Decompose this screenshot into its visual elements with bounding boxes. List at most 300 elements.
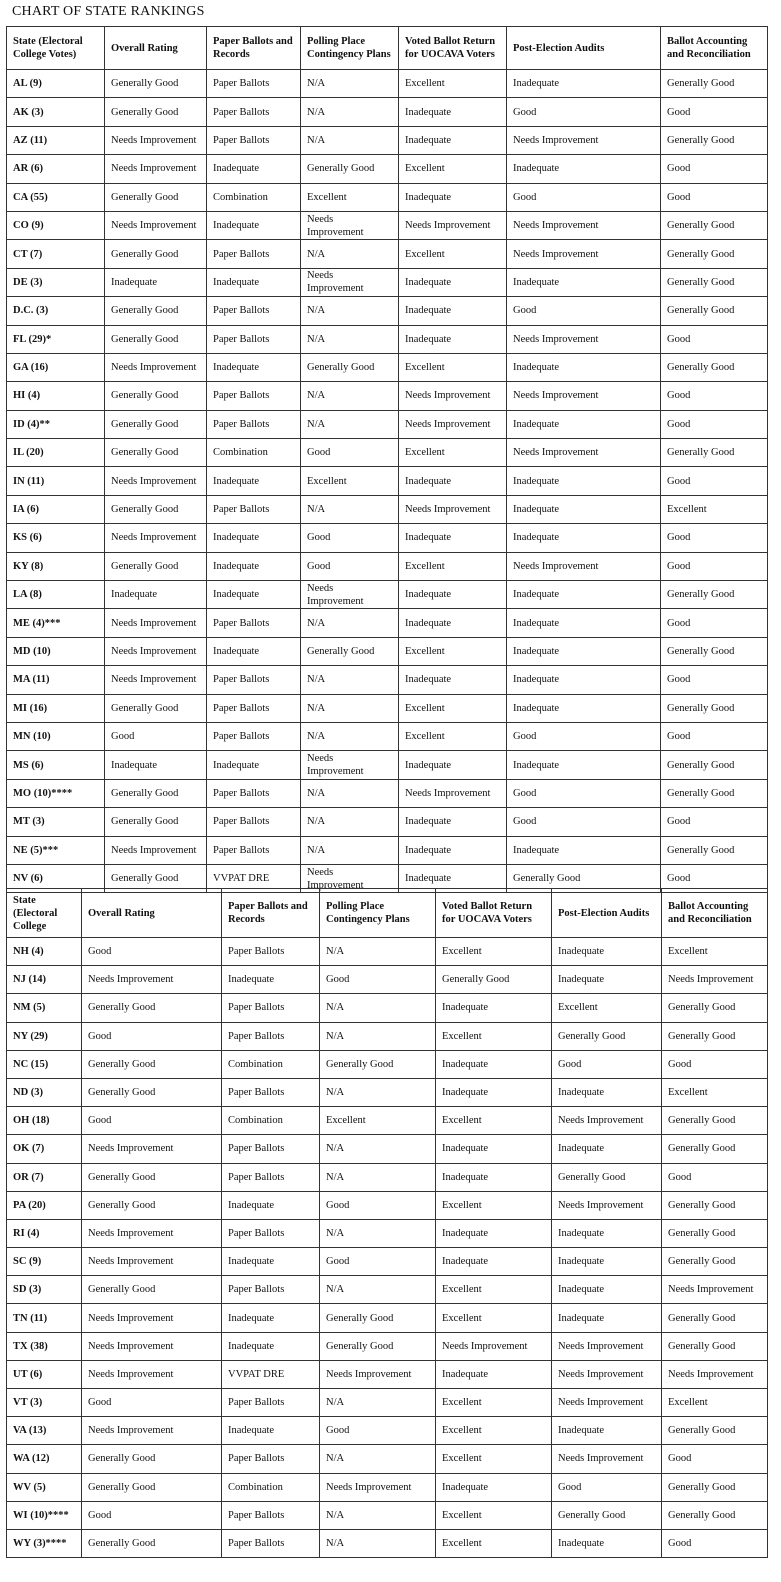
rating-cell: Good: [320, 966, 436, 994]
rating-cell: Needs Improvement: [105, 126, 207, 154]
rating-cell: Good: [301, 439, 399, 467]
rating-cell: Inadequate: [207, 467, 301, 495]
rating-cell: Good: [661, 808, 768, 836]
rating-cell: Good: [661, 467, 768, 495]
rating-cell: N/A: [320, 1163, 436, 1191]
table-row: [7, 1135, 768, 1163]
rating-cell: Generally Good: [82, 1078, 222, 1106]
rating-cell: Needs Improvement: [82, 1219, 222, 1247]
rating-cell: Good: [507, 808, 661, 836]
rating-cell: Generally Good: [662, 1304, 768, 1332]
rating-cell: Inadequate: [552, 1417, 662, 1445]
state-cell: OR (7): [7, 1163, 82, 1191]
rating-cell: Paper Ballots: [222, 1389, 320, 1417]
rating-cell: Generally Good: [661, 211, 768, 239]
rating-cell: Excellent: [399, 552, 507, 580]
rating-cell: Inadequate: [399, 126, 507, 154]
rating-cell: Good: [82, 1022, 222, 1050]
column-header: Post-Election Audits: [507, 27, 661, 70]
rating-cell: Good: [82, 1107, 222, 1135]
column-header: State (Electoral College Votes): [7, 27, 105, 70]
rating-cell: Good: [662, 1529, 768, 1557]
rating-cell: Needs Improvement: [301, 751, 399, 779]
rating-cell: Excellent: [399, 637, 507, 665]
rating-cell: Good: [661, 98, 768, 126]
table-row: [7, 1501, 768, 1529]
rating-cell: Inadequate: [552, 938, 662, 966]
rating-cell: Generally Good: [82, 994, 222, 1022]
rating-cell: Combination: [222, 1107, 320, 1135]
rating-cell: Inadequate: [207, 524, 301, 552]
table-header-row: [7, 889, 768, 938]
rating-cell: Excellent: [662, 1078, 768, 1106]
rating-cell: Generally Good: [105, 297, 207, 325]
column-header: Paper Ballots and Records: [207, 27, 301, 70]
state-cell: VT (3): [7, 1389, 82, 1417]
table-row: [7, 779, 768, 807]
rating-cell: Needs Improvement: [399, 410, 507, 438]
rating-cell: N/A: [301, 98, 399, 126]
rating-cell: Needs Improvement: [301, 864, 399, 892]
rating-cell: N/A: [301, 836, 399, 864]
rating-cell: Generally Good: [105, 495, 207, 523]
rating-cell: Paper Ballots: [222, 1276, 320, 1304]
page-title: CHART OF STATE RANKINGS: [12, 4, 205, 19]
state-cell: KS (6): [7, 524, 105, 552]
rating-cell: Excellent: [436, 938, 552, 966]
column-header: Polling Place Contingency Plans: [301, 27, 399, 70]
rating-cell: Generally Good: [320, 1332, 436, 1360]
rating-cell: Generally Good: [661, 240, 768, 268]
rating-cell: Generally Good: [105, 694, 207, 722]
rating-cell: Generally Good: [661, 694, 768, 722]
table-row: [7, 1022, 768, 1050]
state-cell: IA (6): [7, 495, 105, 523]
rating-cell: Paper Ballots: [222, 1078, 320, 1106]
rating-cell: Inadequate: [436, 1050, 552, 1078]
rating-cell: Good: [661, 864, 768, 892]
rating-cell: Good: [552, 1050, 662, 1078]
rating-cell: Needs Improvement: [507, 439, 661, 467]
rating-cell: Inadequate: [552, 1276, 662, 1304]
table-row: [7, 609, 768, 637]
rating-cell: Excellent: [436, 1022, 552, 1050]
rating-cell: Generally Good: [105, 70, 207, 98]
rating-cell: Combination: [207, 439, 301, 467]
column-header: Ballot Accounting and Reconciliation: [661, 27, 768, 70]
rating-cell: Inadequate: [507, 637, 661, 665]
state-cell: NM (5): [7, 994, 82, 1022]
rating-cell: Inadequate: [436, 1248, 552, 1276]
rating-cell: Paper Ballots: [222, 1022, 320, 1050]
state-cell: AK (3): [7, 98, 105, 126]
rating-cell: Inadequate: [507, 268, 661, 296]
rating-cell: Inadequate: [399, 864, 507, 892]
rating-cell: Needs Improvement: [552, 1445, 662, 1473]
rating-cell: N/A: [320, 1135, 436, 1163]
table-row: [7, 1248, 768, 1276]
state-cell: MO (10)****: [7, 779, 105, 807]
rating-cell: Good: [82, 938, 222, 966]
rating-cell: Inadequate: [105, 581, 207, 609]
table-row: [7, 1078, 768, 1106]
rating-cell: Inadequate: [436, 1078, 552, 1106]
rating-cell: Inadequate: [399, 751, 507, 779]
rating-cell: Needs Improvement: [82, 1332, 222, 1360]
rating-cell: N/A: [320, 994, 436, 1022]
rating-cell: Needs Improvement: [507, 325, 661, 353]
rating-cell: Paper Ballots: [222, 1135, 320, 1163]
rating-cell: Good: [507, 183, 661, 211]
rating-cell: Generally Good: [105, 98, 207, 126]
rating-cell: Needs Improvement: [105, 609, 207, 637]
table-row: [7, 467, 768, 495]
rating-cell: Paper Ballots: [207, 722, 301, 750]
table-row: [7, 1417, 768, 1445]
state-cell: NE (5)***: [7, 836, 105, 864]
rating-cell: Generally Good: [301, 353, 399, 381]
table-row: [7, 70, 768, 98]
rating-cell: Good: [320, 1191, 436, 1219]
rating-cell: Paper Ballots: [207, 297, 301, 325]
rating-cell: Needs Improvement: [552, 1332, 662, 1360]
rating-cell: Generally Good: [301, 637, 399, 665]
state-cell: WA (12): [7, 1445, 82, 1473]
rating-cell: Good: [105, 722, 207, 750]
rating-cell: Inadequate: [399, 325, 507, 353]
rating-cell: Inadequate: [207, 637, 301, 665]
rating-cell: Inadequate: [507, 751, 661, 779]
rating-cell: Needs Improvement: [82, 1248, 222, 1276]
rating-cell: Needs Improvement: [399, 779, 507, 807]
column-header: Ballot Accounting and Reconciliation: [662, 889, 768, 938]
rating-cell: Needs Improvement: [301, 268, 399, 296]
rating-cell: Needs Improvement: [399, 211, 507, 239]
state-cell: AR (6): [7, 155, 105, 183]
rating-cell: Generally Good: [661, 751, 768, 779]
rating-cell: Paper Ballots: [207, 495, 301, 523]
table-row: [7, 240, 768, 268]
rating-cell: Needs Improvement: [662, 966, 768, 994]
rating-cell: Needs Improvement: [82, 966, 222, 994]
rating-cell: Generally Good: [436, 966, 552, 994]
rating-cell: Paper Ballots: [207, 325, 301, 353]
rating-cell: Inadequate: [436, 1219, 552, 1247]
table-row: [7, 524, 768, 552]
rating-cell: Inadequate: [507, 836, 661, 864]
rating-cell: Generally Good: [105, 240, 207, 268]
table-row: [7, 552, 768, 580]
rating-cell: Generally Good: [661, 637, 768, 665]
rating-cell: Inadequate: [207, 155, 301, 183]
rating-cell: N/A: [301, 694, 399, 722]
table-row: [7, 637, 768, 665]
rating-cell: Good: [507, 722, 661, 750]
rating-cell: N/A: [320, 1529, 436, 1557]
rating-cell: Excellent: [399, 439, 507, 467]
rating-cell: Excellent: [301, 467, 399, 495]
rating-cell: Generally Good: [661, 126, 768, 154]
rating-cell: Inadequate: [207, 751, 301, 779]
table-row: [7, 1050, 768, 1078]
rating-cell: Generally Good: [662, 1219, 768, 1247]
state-cell: CO (9): [7, 211, 105, 239]
rating-cell: Needs Improvement: [399, 382, 507, 410]
rating-cell: Needs Improvement: [320, 1360, 436, 1388]
table-row: [7, 994, 768, 1022]
state-cell: WY (3)****: [7, 1529, 82, 1557]
rating-cell: Needs Improvement: [105, 155, 207, 183]
rating-cell: Excellent: [436, 1304, 552, 1332]
column-header: Polling Place Contingency Plans: [320, 889, 436, 938]
rating-cell: VVPAT DRE: [207, 864, 301, 892]
rating-cell: N/A: [320, 1445, 436, 1473]
rating-cell: Generally Good: [82, 1529, 222, 1557]
table-row: [7, 1332, 768, 1360]
rating-cell: N/A: [301, 297, 399, 325]
table-row: [7, 722, 768, 750]
state-cell: WI (10)****: [7, 1501, 82, 1529]
rating-cell: N/A: [301, 609, 399, 637]
rating-cell: Needs Improvement: [105, 836, 207, 864]
rating-cell: Paper Ballots: [207, 808, 301, 836]
table-row: [7, 1163, 768, 1191]
rating-cell: Good: [662, 1163, 768, 1191]
rating-cell: Inadequate: [105, 268, 207, 296]
rating-cell: Inadequate: [222, 1191, 320, 1219]
column-header: Voted Ballot Return for UOCAVA Voters: [399, 27, 507, 70]
rating-cell: Generally Good: [320, 1304, 436, 1332]
rating-cell: Inadequate: [507, 524, 661, 552]
rating-cell: Good: [662, 1050, 768, 1078]
rating-cell: Inadequate: [507, 467, 661, 495]
rating-cell: Needs Improvement: [662, 1360, 768, 1388]
rating-cell: Good: [661, 410, 768, 438]
state-cell: OH (18): [7, 1107, 82, 1135]
rating-cell: Generally Good: [82, 1473, 222, 1501]
state-cell: CT (7): [7, 240, 105, 268]
state-cell: MT (3): [7, 808, 105, 836]
table-row: [7, 183, 768, 211]
rating-cell: Inadequate: [507, 694, 661, 722]
state-cell: RI (4): [7, 1219, 82, 1247]
state-rankings-table-2: [6, 888, 768, 1558]
rating-cell: N/A: [320, 1078, 436, 1106]
rating-cell: Generally Good: [662, 994, 768, 1022]
rating-cell: Inadequate: [552, 1248, 662, 1276]
state-cell: SD (3): [7, 1276, 82, 1304]
rating-cell: Generally Good: [662, 1501, 768, 1529]
rating-cell: Excellent: [399, 70, 507, 98]
table-row: [7, 966, 768, 994]
rating-cell: Excellent: [436, 1276, 552, 1304]
rating-cell: Paper Ballots: [222, 1163, 320, 1191]
rating-cell: Generally Good: [105, 439, 207, 467]
state-rankings-table-1: [6, 26, 768, 893]
rating-cell: Good: [507, 779, 661, 807]
rating-cell: Inadequate: [552, 1078, 662, 1106]
rating-cell: Excellent: [399, 353, 507, 381]
rating-cell: Paper Ballots: [222, 1501, 320, 1529]
table-row: [7, 1304, 768, 1332]
rating-cell: Inadequate: [436, 994, 552, 1022]
state-cell: UT (6): [7, 1360, 82, 1388]
state-cell: GA (16): [7, 353, 105, 381]
rating-cell: Inadequate: [222, 966, 320, 994]
rating-cell: Excellent: [662, 938, 768, 966]
rating-cell: Generally Good: [105, 410, 207, 438]
rating-cell: Inadequate: [399, 98, 507, 126]
table-row: [7, 751, 768, 779]
rating-cell: Generally Good: [662, 1417, 768, 1445]
rating-cell: Excellent: [552, 994, 662, 1022]
table-row: [7, 155, 768, 183]
rating-cell: Paper Ballots: [207, 70, 301, 98]
state-cell: MS (6): [7, 751, 105, 779]
rating-cell: Inadequate: [222, 1417, 320, 1445]
rating-cell: Inadequate: [399, 467, 507, 495]
column-header: Overall Rating: [105, 27, 207, 70]
rating-cell: Excellent: [301, 183, 399, 211]
rating-cell: Good: [82, 1389, 222, 1417]
rating-cell: Generally Good: [661, 439, 768, 467]
rating-cell: Generally Good: [662, 1191, 768, 1219]
rating-cell: Paper Ballots: [207, 98, 301, 126]
rating-cell: Inadequate: [399, 297, 507, 325]
rating-cell: Generally Good: [661, 581, 768, 609]
rating-cell: Generally Good: [662, 1473, 768, 1501]
rating-cell: Needs Improvement: [301, 211, 399, 239]
state-cell: IN (11): [7, 467, 105, 495]
table-row: [7, 98, 768, 126]
rating-cell: Needs Improvement: [552, 1107, 662, 1135]
rating-cell: Generally Good: [662, 1332, 768, 1360]
state-cell: NJ (14): [7, 966, 82, 994]
rating-cell: Inadequate: [507, 70, 661, 98]
table-row: [7, 1107, 768, 1135]
rating-cell: Inadequate: [207, 353, 301, 381]
state-cell: LA (8): [7, 581, 105, 609]
state-cell: ME (4)***: [7, 609, 105, 637]
table-row: [7, 325, 768, 353]
state-cell: VA (13): [7, 1417, 82, 1445]
state-cell: TX (38): [7, 1332, 82, 1360]
rating-cell: Inadequate: [399, 524, 507, 552]
state-cell: NC (15): [7, 1050, 82, 1078]
rating-cell: N/A: [301, 779, 399, 807]
rating-cell: Generally Good: [662, 1107, 768, 1135]
state-cell: WV (5): [7, 1473, 82, 1501]
rating-cell: Needs Improvement: [301, 581, 399, 609]
rating-cell: Excellent: [399, 240, 507, 268]
rating-cell: Excellent: [436, 1445, 552, 1473]
rating-cell: Paper Ballots: [207, 666, 301, 694]
column-header: Voted Ballot Return for UOCAVA Voters: [436, 889, 552, 938]
state-cell: KY (8): [7, 552, 105, 580]
rating-cell: N/A: [301, 666, 399, 694]
rating-cell: Needs Improvement: [507, 240, 661, 268]
rating-cell: Paper Ballots: [222, 994, 320, 1022]
table-row: [7, 268, 768, 296]
rating-cell: Generally Good: [661, 836, 768, 864]
rating-cell: Excellent: [399, 722, 507, 750]
rating-cell: Inadequate: [552, 1304, 662, 1332]
rating-cell: Generally Good: [552, 1163, 662, 1191]
rating-cell: Needs Improvement: [399, 495, 507, 523]
rating-cell: Needs Improvement: [82, 1304, 222, 1332]
rating-cell: Inadequate: [507, 410, 661, 438]
rating-cell: N/A: [301, 722, 399, 750]
rating-cell: Paper Ballots: [207, 240, 301, 268]
rating-cell: Inadequate: [207, 211, 301, 239]
rating-cell: Generally Good: [105, 808, 207, 836]
table-row: [7, 353, 768, 381]
rating-cell: Inadequate: [399, 183, 507, 211]
state-cell: TN (11): [7, 1304, 82, 1332]
rating-cell: Needs Improvement: [507, 552, 661, 580]
rating-cell: N/A: [320, 1219, 436, 1247]
table-row: [7, 938, 768, 966]
state-cell: AZ (11): [7, 126, 105, 154]
rating-cell: Generally Good: [662, 1248, 768, 1276]
table-row: [7, 1389, 768, 1417]
rating-cell: Paper Ballots: [222, 938, 320, 966]
rating-cell: Paper Ballots: [222, 1529, 320, 1557]
rating-cell: Excellent: [320, 1107, 436, 1135]
table-row: [7, 808, 768, 836]
rating-cell: Combination: [222, 1473, 320, 1501]
table-row: [7, 694, 768, 722]
rating-cell: Needs Improvement: [436, 1332, 552, 1360]
rating-cell: Needs Improvement: [507, 211, 661, 239]
rating-cell: Good: [661, 155, 768, 183]
rating-cell: Inadequate: [399, 666, 507, 694]
rating-cell: Paper Ballots: [207, 694, 301, 722]
rating-cell: Paper Ballots: [222, 1219, 320, 1247]
rating-cell: Inadequate: [207, 552, 301, 580]
rating-cell: Inadequate: [507, 581, 661, 609]
rating-cell: Generally Good: [82, 1050, 222, 1078]
rating-cell: N/A: [301, 325, 399, 353]
rating-cell: Combination: [222, 1050, 320, 1078]
rating-cell: Generally Good: [661, 353, 768, 381]
table-row: [7, 211, 768, 239]
rating-cell: Generally Good: [105, 779, 207, 807]
rating-cell: Inadequate: [207, 581, 301, 609]
rating-cell: Generally Good: [662, 1022, 768, 1050]
rating-cell: Good: [661, 524, 768, 552]
state-cell: MI (16): [7, 694, 105, 722]
rating-cell: Inadequate: [399, 836, 507, 864]
table-row: [7, 495, 768, 523]
rating-cell: N/A: [301, 70, 399, 98]
rating-cell: VVPAT DRE: [222, 1360, 320, 1388]
rating-cell: N/A: [320, 1022, 436, 1050]
table-row: [7, 1191, 768, 1219]
rating-cell: Needs Improvement: [82, 1135, 222, 1163]
rating-cell: Good: [301, 524, 399, 552]
column-header: State (Electoral College: [7, 889, 82, 938]
rating-cell: Needs Improvement: [82, 1417, 222, 1445]
rating-cell: N/A: [301, 240, 399, 268]
state-cell: D.C. (3): [7, 297, 105, 325]
rating-cell: N/A: [320, 1276, 436, 1304]
rating-cell: Needs Improvement: [507, 382, 661, 410]
rating-cell: Paper Ballots: [207, 609, 301, 637]
rating-cell: Generally Good: [105, 183, 207, 211]
column-header: Paper Ballots and Records: [222, 889, 320, 938]
rating-cell: Inadequate: [552, 1529, 662, 1557]
